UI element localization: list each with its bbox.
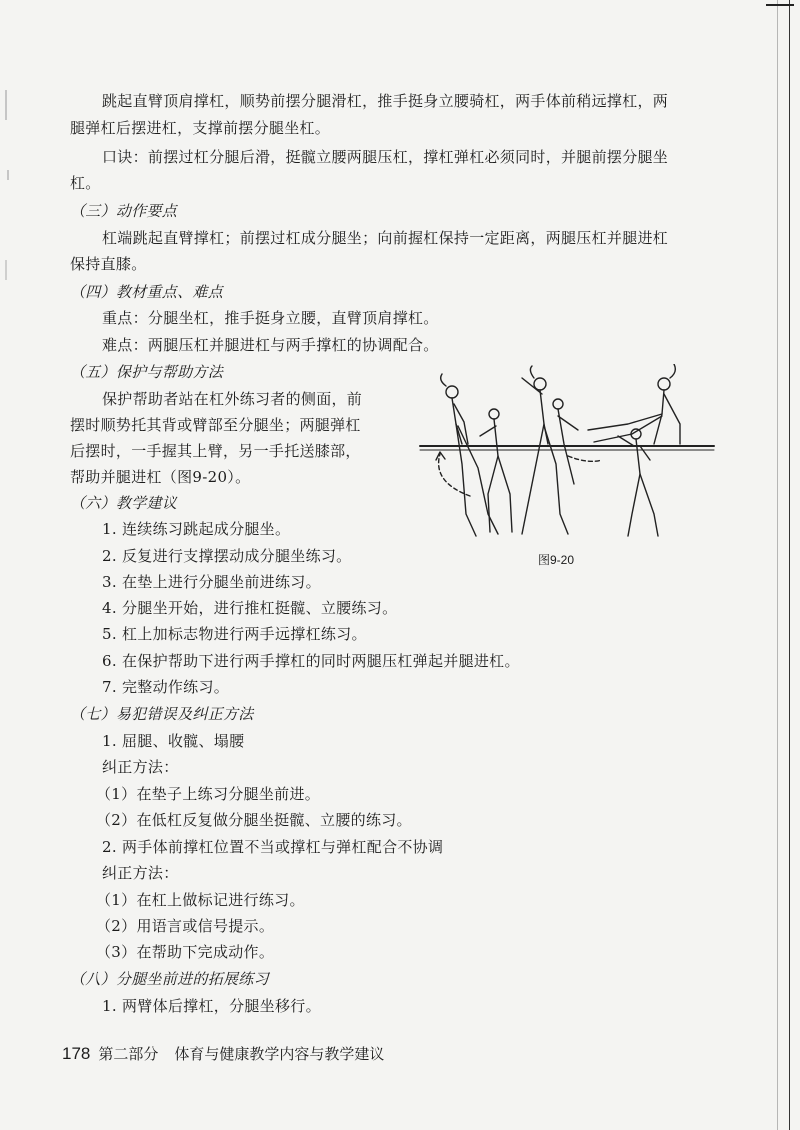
list-item: （2）在低杠反复做分腿坐挺髋、立腰的练习。	[96, 811, 412, 829]
list-item: 5. 杠上加标志物进行两手远撑杠练习。	[102, 625, 367, 643]
part-label: 第二部分	[98, 1045, 159, 1063]
list-item: 1. 两臂体后撑杠，分腿坐移行。	[102, 997, 321, 1015]
paragraph-line: 摆时顺势托其背或臂部至分腿坐；两腿弹杠	[70, 416, 361, 434]
paragraph-line: 后摆时，一手握其上臂，另一手托送膝部，	[70, 442, 361, 460]
list-item: 纠正方法：	[102, 864, 179, 882]
section-heading: （七）易犯错误及纠正方法	[70, 705, 254, 723]
list-item: 4. 分腿坐开始，进行推杠挺髋、立腰练习。	[102, 599, 398, 617]
section-heading: （四）教材重点、难点	[70, 283, 224, 301]
paragraph-line: 保持直膝。	[70, 255, 147, 273]
section-heading: （六）教学建议	[70, 494, 178, 512]
list-item: 2. 反复进行支撑摆动成分腿坐练习。	[102, 547, 352, 565]
list-item: （2）用语言或信号提示。	[96, 917, 275, 935]
paragraph-line: 帮助并腿进杠（图9-20）。	[70, 468, 251, 486]
list-item: （1）在垫子上练习分腿坐前进。	[96, 785, 321, 803]
list-item: 6. 在保护帮助下进行两手撑杠的同时两腿压杠弹起并腿进杠。	[102, 652, 520, 670]
corner-mark	[766, 4, 794, 14]
list-item: 1. 屈腿、收髋、塌腰	[102, 732, 245, 750]
list-item: 2. 两手体前撑杠位置不当或撑杠与弹杠配合不协调	[102, 838, 444, 856]
book-title: 体育与健康教学内容与教学建议	[174, 1045, 385, 1063]
figure-caption: 图9-20	[538, 553, 575, 567]
list-item: （1）在杠上做标记进行练习。	[96, 891, 305, 909]
binding-marks	[4, 80, 12, 380]
key-point: 重点：分腿坐杠，推手挺身立腰，直臂顶肩撑杠。	[102, 309, 439, 327]
scan-edge-shadow	[777, 0, 778, 1130]
section-heading: （三）动作要点	[70, 202, 178, 220]
section-heading: （五）保护与帮助方法	[70, 363, 224, 381]
list-item: （3）在帮助下完成动作。	[96, 943, 275, 961]
list-item: 纠正方法：	[102, 758, 179, 776]
paragraph-line: 腿弹杠后摆进杠，支撑前摆分腿坐杠。	[70, 119, 331, 137]
section-heading: （八）分腿坐前进的拓展练习	[70, 970, 269, 988]
paragraph-line: 保护帮助者站在杠外练习者的侧面，前	[102, 390, 363, 408]
difficult-point: 难点：两腿压杠并腿进杠与两手撑杠的协调配合。	[102, 336, 439, 354]
page-footer	[62, 1042, 384, 1066]
paragraph-line: 杠。	[70, 174, 101, 192]
list-item: 3. 在垫上进行分腿坐前进练习。	[102, 573, 321, 591]
paragraph-line: 跳起直臂顶肩撑杠，顺势前摆分腿滑杠，推手挺身立腰骑杠，两手体前稍远撑杠，两	[102, 92, 669, 110]
scan-edge	[789, 0, 790, 1130]
list-item: 7. 完整动作练习。	[102, 678, 230, 696]
list-item: 1. 连续练习跳起成分腿坐。	[102, 520, 291, 538]
paragraph-line: 口诀：前摆过杠分腿后滑，挺髋立腰两腿压杠，撑杠弹杠必须同时，并腿前摆分腿坐	[102, 148, 669, 166]
gymnastics-illustration	[418, 364, 718, 574]
page-number: 178	[62, 1044, 91, 1063]
paragraph-line: 杠端跳起直臂撑杠；前摆过杠成分腿坐；向前握杠保持一定距离，两腿压杠并腿进杠	[102, 229, 669, 247]
